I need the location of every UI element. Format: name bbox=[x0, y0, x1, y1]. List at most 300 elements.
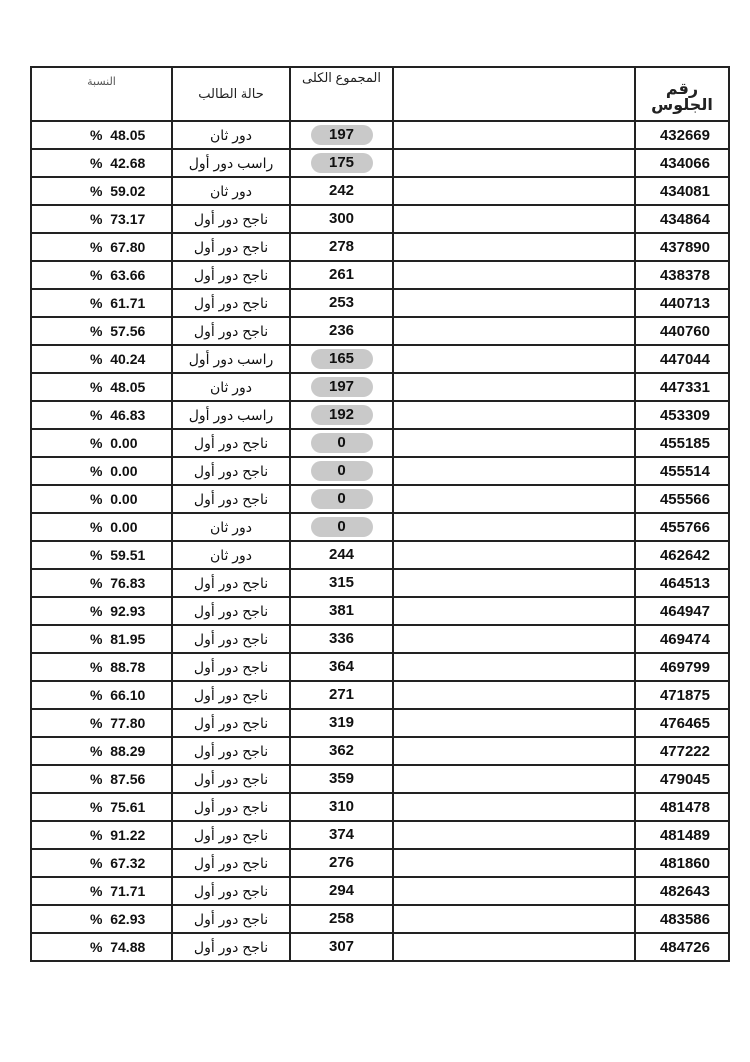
blank-cell bbox=[393, 849, 635, 877]
student-status: دور ثان bbox=[172, 121, 290, 149]
percent-sign: % bbox=[90, 351, 103, 367]
total-cell bbox=[290, 821, 393, 849]
percent-cell bbox=[31, 933, 172, 961]
student-status: ناجح دور أول bbox=[172, 597, 290, 625]
percent-cell bbox=[31, 345, 172, 373]
total-score-highlighted: 0 bbox=[311, 461, 373, 481]
student-status: ناجح دور أول bbox=[172, 457, 290, 485]
percent-sign: % bbox=[90, 771, 103, 787]
percent-cell bbox=[31, 681, 172, 709]
percent-value-group bbox=[90, 659, 145, 675]
percent-value-group bbox=[90, 295, 145, 311]
blank-cell bbox=[393, 317, 635, 345]
percent-value: 0.00 bbox=[110, 519, 138, 535]
seat-number: 469474 bbox=[635, 625, 729, 653]
total-cell bbox=[290, 709, 393, 737]
total-score: 278 bbox=[328, 238, 355, 255]
seat-number: 434081 bbox=[635, 177, 729, 205]
percent-value: 88.78 bbox=[110, 659, 146, 675]
blank-cell bbox=[393, 233, 635, 261]
seat-number: 482643 bbox=[635, 877, 729, 905]
percent-cell bbox=[31, 849, 172, 877]
percent-cell bbox=[31, 597, 172, 625]
student-status: ناجح دور أول bbox=[172, 625, 290, 653]
student-status: ناجح دور أول bbox=[172, 709, 290, 737]
student-status: ناجح دور أول bbox=[172, 905, 290, 933]
table-row bbox=[31, 513, 729, 541]
total-cell bbox=[290, 177, 393, 205]
student-status: ناجح دور أول bbox=[172, 205, 290, 233]
percent-value: 40.24 bbox=[110, 351, 146, 367]
percent-value-group bbox=[90, 827, 145, 843]
percent-sign: % bbox=[90, 323, 103, 339]
percent-value: 87.56 bbox=[110, 771, 146, 787]
seat-number: 476465 bbox=[635, 709, 729, 737]
table-row bbox=[31, 821, 729, 849]
percent-cell bbox=[31, 121, 172, 149]
table-row bbox=[31, 205, 729, 233]
student-status: راسب دور أول bbox=[172, 345, 290, 373]
percent-cell bbox=[31, 513, 172, 541]
percent-value-group bbox=[90, 603, 145, 619]
total-cell bbox=[290, 289, 393, 317]
percent-value: 81.95 bbox=[110, 631, 146, 647]
table-row bbox=[31, 121, 729, 149]
percent-cell bbox=[31, 485, 172, 513]
student-status: ناجح دور أول bbox=[172, 429, 290, 457]
percent-value: 61.71 bbox=[110, 295, 146, 311]
percent-value: 62.93 bbox=[110, 911, 146, 927]
blank-cell bbox=[393, 821, 635, 849]
percent-sign: % bbox=[90, 911, 103, 927]
seat-number: 479045 bbox=[635, 765, 729, 793]
table-row bbox=[31, 905, 729, 933]
total-score: 242 bbox=[328, 182, 355, 199]
percent-sign: % bbox=[90, 603, 103, 619]
table-row bbox=[31, 541, 729, 569]
percent-sign: % bbox=[90, 379, 103, 395]
blank-cell bbox=[393, 681, 635, 709]
percent-cell bbox=[31, 653, 172, 681]
table-row bbox=[31, 681, 729, 709]
total-cell bbox=[290, 877, 393, 905]
percent-value-group bbox=[90, 463, 137, 479]
percent-value: 0.00 bbox=[110, 435, 138, 451]
percent-sign: % bbox=[90, 491, 103, 507]
blank-cell bbox=[393, 485, 635, 513]
student-status: راسب دور أول bbox=[172, 401, 290, 429]
student-status: ناجح دور أول bbox=[172, 289, 290, 317]
percent-sign: % bbox=[90, 547, 103, 563]
blank-cell bbox=[393, 261, 635, 289]
total-cell bbox=[290, 933, 393, 961]
percent-value-group bbox=[90, 687, 145, 703]
student-status: ناجح دور أول bbox=[172, 233, 290, 261]
percent-cell bbox=[31, 233, 172, 261]
total-cell bbox=[290, 765, 393, 793]
total-score-highlighted: 197 bbox=[311, 125, 373, 145]
percent-cell bbox=[31, 261, 172, 289]
blank-cell bbox=[393, 289, 635, 317]
percent-sign: % bbox=[90, 827, 103, 843]
percent-value-group bbox=[90, 883, 145, 899]
total-score: 381 bbox=[328, 602, 355, 619]
percent-value-group bbox=[90, 267, 145, 283]
percent-sign: % bbox=[90, 267, 103, 283]
student-status: ناجح دور أول bbox=[172, 261, 290, 289]
percent-cell bbox=[31, 289, 172, 317]
percent-value-group bbox=[90, 547, 145, 563]
total-cell bbox=[290, 625, 393, 653]
seat-number: 469799 bbox=[635, 653, 729, 681]
student-status: ناجح دور أول bbox=[172, 793, 290, 821]
total-score: 362 bbox=[328, 742, 355, 759]
table-row bbox=[31, 149, 729, 177]
seat-number: 471875 bbox=[635, 681, 729, 709]
blank-cell bbox=[393, 345, 635, 373]
blank-cell bbox=[393, 737, 635, 765]
percent-value-group bbox=[90, 407, 145, 423]
table-row bbox=[31, 289, 729, 317]
percent-sign: % bbox=[90, 211, 103, 227]
table-row bbox=[31, 457, 729, 485]
percent-sign: % bbox=[90, 939, 103, 955]
total-cell bbox=[290, 401, 393, 429]
table-row bbox=[31, 429, 729, 457]
seat-number: 434066 bbox=[635, 149, 729, 177]
blank-cell bbox=[393, 373, 635, 401]
total-cell bbox=[290, 905, 393, 933]
seat-number: 484726 bbox=[635, 933, 729, 961]
blank-cell bbox=[393, 793, 635, 821]
percent-value: 59.02 bbox=[110, 183, 146, 199]
table-row bbox=[31, 317, 729, 345]
total-cell bbox=[290, 737, 393, 765]
student-status: ناجح دور أول bbox=[172, 877, 290, 905]
student-status: ناجح دور أول bbox=[172, 653, 290, 681]
percent-value: 63.66 bbox=[110, 267, 146, 283]
total-cell bbox=[290, 681, 393, 709]
percent-cell bbox=[31, 625, 172, 653]
table-row bbox=[31, 933, 729, 961]
percent-cell bbox=[31, 373, 172, 401]
seat-number: 455766 bbox=[635, 513, 729, 541]
table-row bbox=[31, 373, 729, 401]
seat-number: 440713 bbox=[635, 289, 729, 317]
percent-value-group bbox=[90, 155, 145, 171]
table-row bbox=[31, 177, 729, 205]
percent-value: 42.68 bbox=[110, 155, 146, 171]
header-status: حالة الطالب bbox=[172, 67, 290, 121]
percent-cell bbox=[31, 457, 172, 485]
total-cell bbox=[290, 597, 393, 625]
seat-number: 481478 bbox=[635, 793, 729, 821]
total-score: 236 bbox=[328, 322, 355, 339]
percent-value-group bbox=[90, 855, 145, 871]
seat-number: 464947 bbox=[635, 597, 729, 625]
total-cell bbox=[290, 345, 393, 373]
percent-cell bbox=[31, 877, 172, 905]
percent-value-group bbox=[90, 379, 145, 395]
percent-value-group bbox=[90, 911, 145, 927]
seat-number: 437890 bbox=[635, 233, 729, 261]
percent-cell bbox=[31, 821, 172, 849]
blank-cell bbox=[393, 177, 635, 205]
total-cell bbox=[290, 373, 393, 401]
percent-sign: % bbox=[90, 463, 103, 479]
percent-value: 76.83 bbox=[110, 575, 146, 591]
student-status: ناجح دور أول bbox=[172, 849, 290, 877]
blank-cell bbox=[393, 877, 635, 905]
percent-cell bbox=[31, 905, 172, 933]
total-score-highlighted: 0 bbox=[311, 489, 373, 509]
blank-cell bbox=[393, 653, 635, 681]
percent-value: 59.51 bbox=[110, 547, 146, 563]
percent-sign: % bbox=[90, 659, 103, 675]
blank-cell bbox=[393, 709, 635, 737]
seat-number: 455566 bbox=[635, 485, 729, 513]
percent-cell bbox=[31, 541, 172, 569]
percent-value-group bbox=[90, 771, 145, 787]
percent-sign: % bbox=[90, 883, 103, 899]
blank-cell bbox=[393, 765, 635, 793]
table-row bbox=[31, 625, 729, 653]
percent-sign: % bbox=[90, 127, 103, 143]
student-status: ناجح دور أول bbox=[172, 821, 290, 849]
percent-value-group bbox=[90, 743, 145, 759]
total-score: 307 bbox=[328, 938, 355, 955]
total-cell bbox=[290, 121, 393, 149]
table-row bbox=[31, 569, 729, 597]
percent-value: 67.80 bbox=[110, 239, 146, 255]
percent-cell bbox=[31, 401, 172, 429]
total-score: 253 bbox=[328, 294, 355, 311]
blank-cell bbox=[393, 457, 635, 485]
student-status: ناجح دور أول bbox=[172, 317, 290, 345]
percent-cell bbox=[31, 177, 172, 205]
percent-value: 74.88 bbox=[110, 939, 146, 955]
total-score: 319 bbox=[328, 714, 355, 731]
student-status: دور ثان bbox=[172, 513, 290, 541]
percent-sign: % bbox=[90, 155, 103, 171]
percent-value-group bbox=[90, 211, 145, 227]
total-cell bbox=[290, 317, 393, 345]
header-percent: النسبة bbox=[31, 67, 172, 121]
percent-sign: % bbox=[90, 435, 103, 451]
percent-value: 77.80 bbox=[110, 715, 146, 731]
percent-value: 48.05 bbox=[110, 127, 146, 143]
total-cell bbox=[290, 569, 393, 597]
total-cell bbox=[290, 485, 393, 513]
blank-cell bbox=[393, 541, 635, 569]
total-score: 258 bbox=[328, 910, 355, 927]
total-score-highlighted: 0 bbox=[311, 433, 373, 453]
percent-sign: % bbox=[90, 183, 103, 199]
percent-value-group bbox=[90, 631, 145, 647]
total-score: 359 bbox=[328, 770, 355, 787]
percent-sign: % bbox=[90, 407, 103, 423]
percent-value-group bbox=[90, 799, 145, 815]
total-score: 261 bbox=[328, 266, 355, 283]
total-score: 374 bbox=[328, 826, 355, 843]
percent-value: 57.56 bbox=[110, 323, 146, 339]
seat-number: 481860 bbox=[635, 849, 729, 877]
percent-cell bbox=[31, 793, 172, 821]
table-row bbox=[31, 261, 729, 289]
percent-sign: % bbox=[90, 715, 103, 731]
percent-cell bbox=[31, 569, 172, 597]
percent-sign: % bbox=[90, 239, 103, 255]
blank-cell bbox=[393, 149, 635, 177]
percent-value-group bbox=[90, 183, 145, 199]
blank-cell bbox=[393, 569, 635, 597]
percent-sign: % bbox=[90, 687, 103, 703]
table-row bbox=[31, 233, 729, 261]
percent-value-group bbox=[90, 351, 145, 367]
total-score: 310 bbox=[328, 798, 355, 815]
percent-cell bbox=[31, 765, 172, 793]
total-score-highlighted: 0 bbox=[311, 517, 373, 537]
student-status: دور ثان bbox=[172, 373, 290, 401]
table-row bbox=[31, 709, 729, 737]
total-cell bbox=[290, 849, 393, 877]
seat-number: 438378 bbox=[635, 261, 729, 289]
percent-cell bbox=[31, 709, 172, 737]
blank-cell bbox=[393, 933, 635, 961]
percent-value-group bbox=[90, 575, 145, 591]
student-status: ناجح دور أول bbox=[172, 765, 290, 793]
total-cell bbox=[290, 205, 393, 233]
total-score: 244 bbox=[328, 546, 355, 563]
percent-cell bbox=[31, 737, 172, 765]
table-row bbox=[31, 877, 729, 905]
header-blank bbox=[393, 67, 635, 121]
percent-value-group bbox=[90, 715, 145, 731]
student-status: ناجح دور أول bbox=[172, 933, 290, 961]
student-status: راسب دور أول bbox=[172, 149, 290, 177]
percent-value: 92.93 bbox=[110, 603, 146, 619]
table-row bbox=[31, 653, 729, 681]
total-score: 364 bbox=[328, 658, 355, 675]
table-row bbox=[31, 597, 729, 625]
table-body bbox=[31, 67, 729, 961]
percent-value: 66.10 bbox=[110, 687, 146, 703]
percent-cell bbox=[31, 429, 172, 457]
percent-value-group bbox=[90, 519, 137, 535]
blank-cell bbox=[393, 625, 635, 653]
student-status: دور ثان bbox=[172, 177, 290, 205]
percent-value-group bbox=[90, 491, 137, 507]
percent-sign: % bbox=[90, 575, 103, 591]
table-row bbox=[31, 485, 729, 513]
total-score: 271 bbox=[328, 686, 355, 703]
seat-number: 455185 bbox=[635, 429, 729, 457]
total-cell bbox=[290, 793, 393, 821]
percent-sign: % bbox=[90, 855, 103, 871]
header-total: المجموع الكلى bbox=[290, 67, 393, 121]
seat-number: 453309 bbox=[635, 401, 729, 429]
percent-value-group bbox=[90, 323, 145, 339]
percent-value: 71.71 bbox=[110, 883, 146, 899]
percent-value: 0.00 bbox=[110, 491, 138, 507]
percent-value: 91.22 bbox=[110, 827, 146, 843]
total-cell bbox=[290, 457, 393, 485]
table-row bbox=[31, 765, 729, 793]
student-status: ناجح دور أول bbox=[172, 681, 290, 709]
total-cell bbox=[290, 233, 393, 261]
total-cell bbox=[290, 513, 393, 541]
percent-value: 67.32 bbox=[110, 855, 146, 871]
seat-number: 447331 bbox=[635, 373, 729, 401]
student-status: ناجح دور أول bbox=[172, 569, 290, 597]
percent-value: 88.29 bbox=[110, 743, 146, 759]
table-row bbox=[31, 345, 729, 373]
percent-sign: % bbox=[90, 519, 103, 535]
total-cell bbox=[290, 429, 393, 457]
blank-cell bbox=[393, 597, 635, 625]
total-cell bbox=[290, 541, 393, 569]
seat-number: 432669 bbox=[635, 121, 729, 149]
seat-number: 455514 bbox=[635, 457, 729, 485]
percent-sign: % bbox=[90, 631, 103, 647]
percent-value-group bbox=[90, 239, 145, 255]
seat-number: 483586 bbox=[635, 905, 729, 933]
student-status: دور ثان bbox=[172, 541, 290, 569]
header-seat-number: رقم الجلوس bbox=[635, 67, 729, 121]
percent-value: 0.00 bbox=[110, 463, 138, 479]
percent-sign: % bbox=[90, 295, 103, 311]
table-row bbox=[31, 737, 729, 765]
total-cell bbox=[290, 261, 393, 289]
total-score-highlighted: 165 bbox=[311, 349, 373, 369]
total-score-highlighted: 197 bbox=[311, 377, 373, 397]
percent-sign: % bbox=[90, 799, 103, 815]
table-row bbox=[31, 793, 729, 821]
seat-number: 434864 bbox=[635, 205, 729, 233]
percent-value: 46.83 bbox=[110, 407, 146, 423]
table-row bbox=[31, 849, 729, 877]
percent-sign: % bbox=[90, 743, 103, 759]
total-score: 276 bbox=[328, 854, 355, 871]
blank-cell bbox=[393, 905, 635, 933]
table-row bbox=[31, 401, 729, 429]
seat-number: 481489 bbox=[635, 821, 729, 849]
blank-cell bbox=[393, 205, 635, 233]
student-status: ناجح دور أول bbox=[172, 485, 290, 513]
percent-cell bbox=[31, 205, 172, 233]
seat-number: 477222 bbox=[635, 737, 729, 765]
total-score: 300 bbox=[328, 210, 355, 227]
total-score-highlighted: 192 bbox=[311, 405, 373, 425]
percent-value: 75.61 bbox=[110, 799, 146, 815]
header-row bbox=[31, 67, 729, 121]
percent-cell bbox=[31, 149, 172, 177]
total-cell bbox=[290, 149, 393, 177]
blank-cell bbox=[393, 429, 635, 457]
total-score: 336 bbox=[328, 630, 355, 647]
percent-value-group bbox=[90, 435, 137, 451]
percent-cell bbox=[31, 317, 172, 345]
percent-value: 73.17 bbox=[110, 211, 146, 227]
student-status: ناجح دور أول bbox=[172, 737, 290, 765]
percent-value-group bbox=[90, 127, 145, 143]
total-score-highlighted: 175 bbox=[311, 153, 373, 173]
blank-cell bbox=[393, 513, 635, 541]
percent-value-group bbox=[90, 939, 145, 955]
total-cell bbox=[290, 653, 393, 681]
percent-value: 48.05 bbox=[110, 379, 146, 395]
total-score: 294 bbox=[328, 882, 355, 899]
